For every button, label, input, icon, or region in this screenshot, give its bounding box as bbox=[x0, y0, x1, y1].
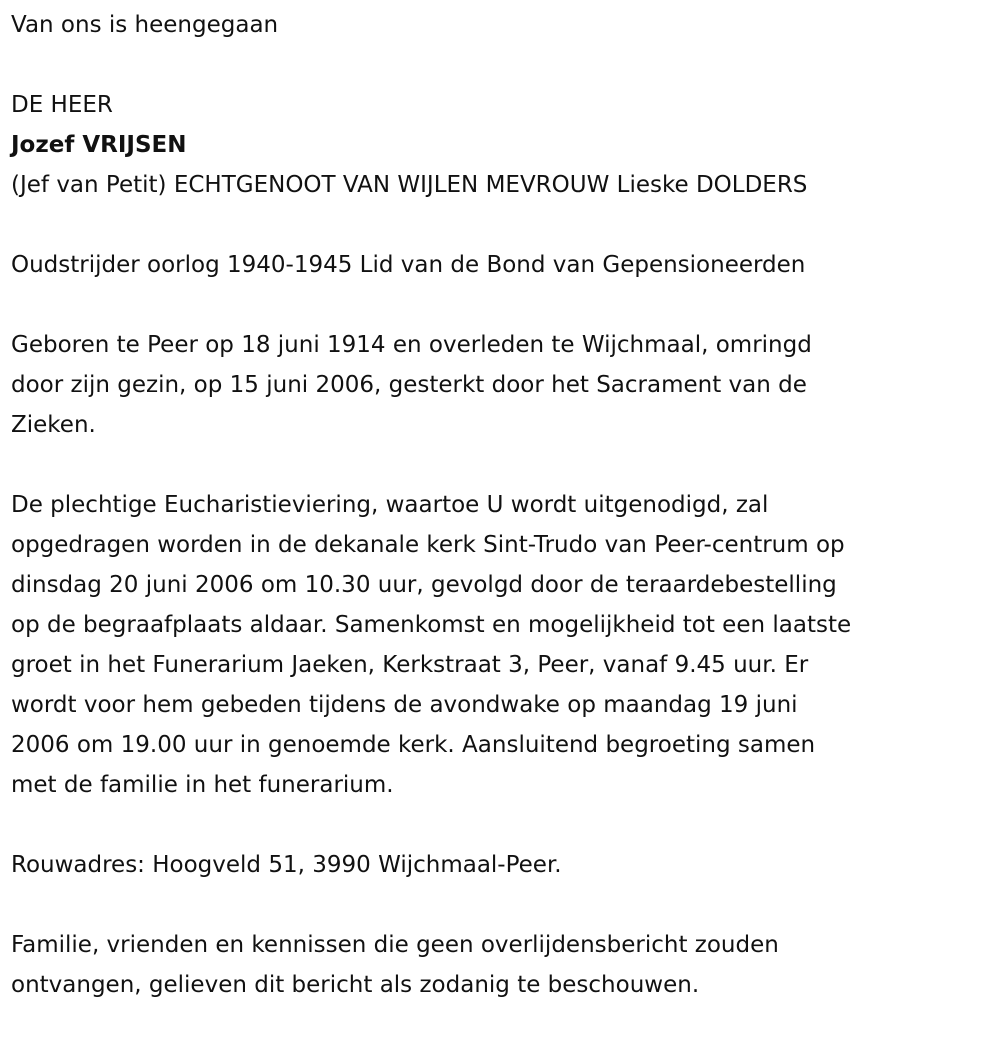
ceremony-paragraph bbox=[11, 485, 990, 805]
ceremony-line: 2006 om 19.00 uur in genoemde kerk. Aansluitend begroeting samen bbox=[11, 732, 816, 758]
ceremony-line: wordt voor hem gebeden tijdens de avondwake op maandag 19 juni bbox=[11, 692, 798, 718]
address-block bbox=[11, 845, 990, 885]
intro-text: Van ons is heengegaan bbox=[11, 12, 279, 38]
closing-line: ontvangen, gelieven dit bericht als zodanig te beschouwen. bbox=[11, 972, 700, 998]
deceased-name: Jozef VRIJSEN bbox=[11, 132, 187, 158]
honorific-title: DE HEER bbox=[11, 92, 113, 118]
ceremony-line: groet in het Funerarium Jaeken, Kerkstraat 3, Peer, vanaf 9.45 uur. Er bbox=[11, 652, 809, 678]
closing-paragraph bbox=[11, 925, 990, 1005]
ceremony-line: op de begraafplaats aldaar. Samenkomst en mogelijkheid tot een laatste bbox=[11, 612, 852, 638]
mourning-address: Rouwadres: Hoogveld 51, 3990 Wijchmaal-Peer. bbox=[11, 852, 562, 878]
birth-death-line: door zijn gezin, op 15 juni 2006, gesterkt door het Sacrament van de bbox=[11, 372, 807, 398]
deceased-subtitle: (Jef van Petit) ECHTGENOOT VAN WIJLEN MEVROUW Lieske DOLDERS bbox=[11, 172, 808, 198]
birth-death-line: Geboren te Peer op 18 juni 1914 en overleden te Wijchmaal, omringd bbox=[11, 332, 812, 358]
affiliation-text: Oudstrijder oorlog 1940-1945 Lid van de Bond van Gepensioneerden bbox=[11, 252, 806, 278]
ceremony-line: met de familie in het funerarium. bbox=[11, 772, 394, 798]
ceremony-line: opgedragen worden in de dekanale kerk Sint-Trudo van Peer-centrum op bbox=[11, 532, 845, 558]
intro-block bbox=[11, 5, 990, 45]
ceremony-line: dinsdag 20 juni 2006 om 10.30 uur, gevolgd door de teraardebestelling bbox=[11, 572, 837, 598]
closing-line: Familie, vrienden en kennissen die geen overlijdensbericht zouden bbox=[11, 932, 779, 958]
ceremony-line: De plechtige Eucharistieviering, waartoe U wordt uitgenodigd, zal bbox=[11, 492, 769, 518]
deceased-block bbox=[11, 85, 990, 205]
affiliation-block bbox=[11, 245, 990, 285]
birth-death-line: Zieken. bbox=[11, 412, 96, 438]
birth-death-paragraph bbox=[11, 325, 990, 445]
